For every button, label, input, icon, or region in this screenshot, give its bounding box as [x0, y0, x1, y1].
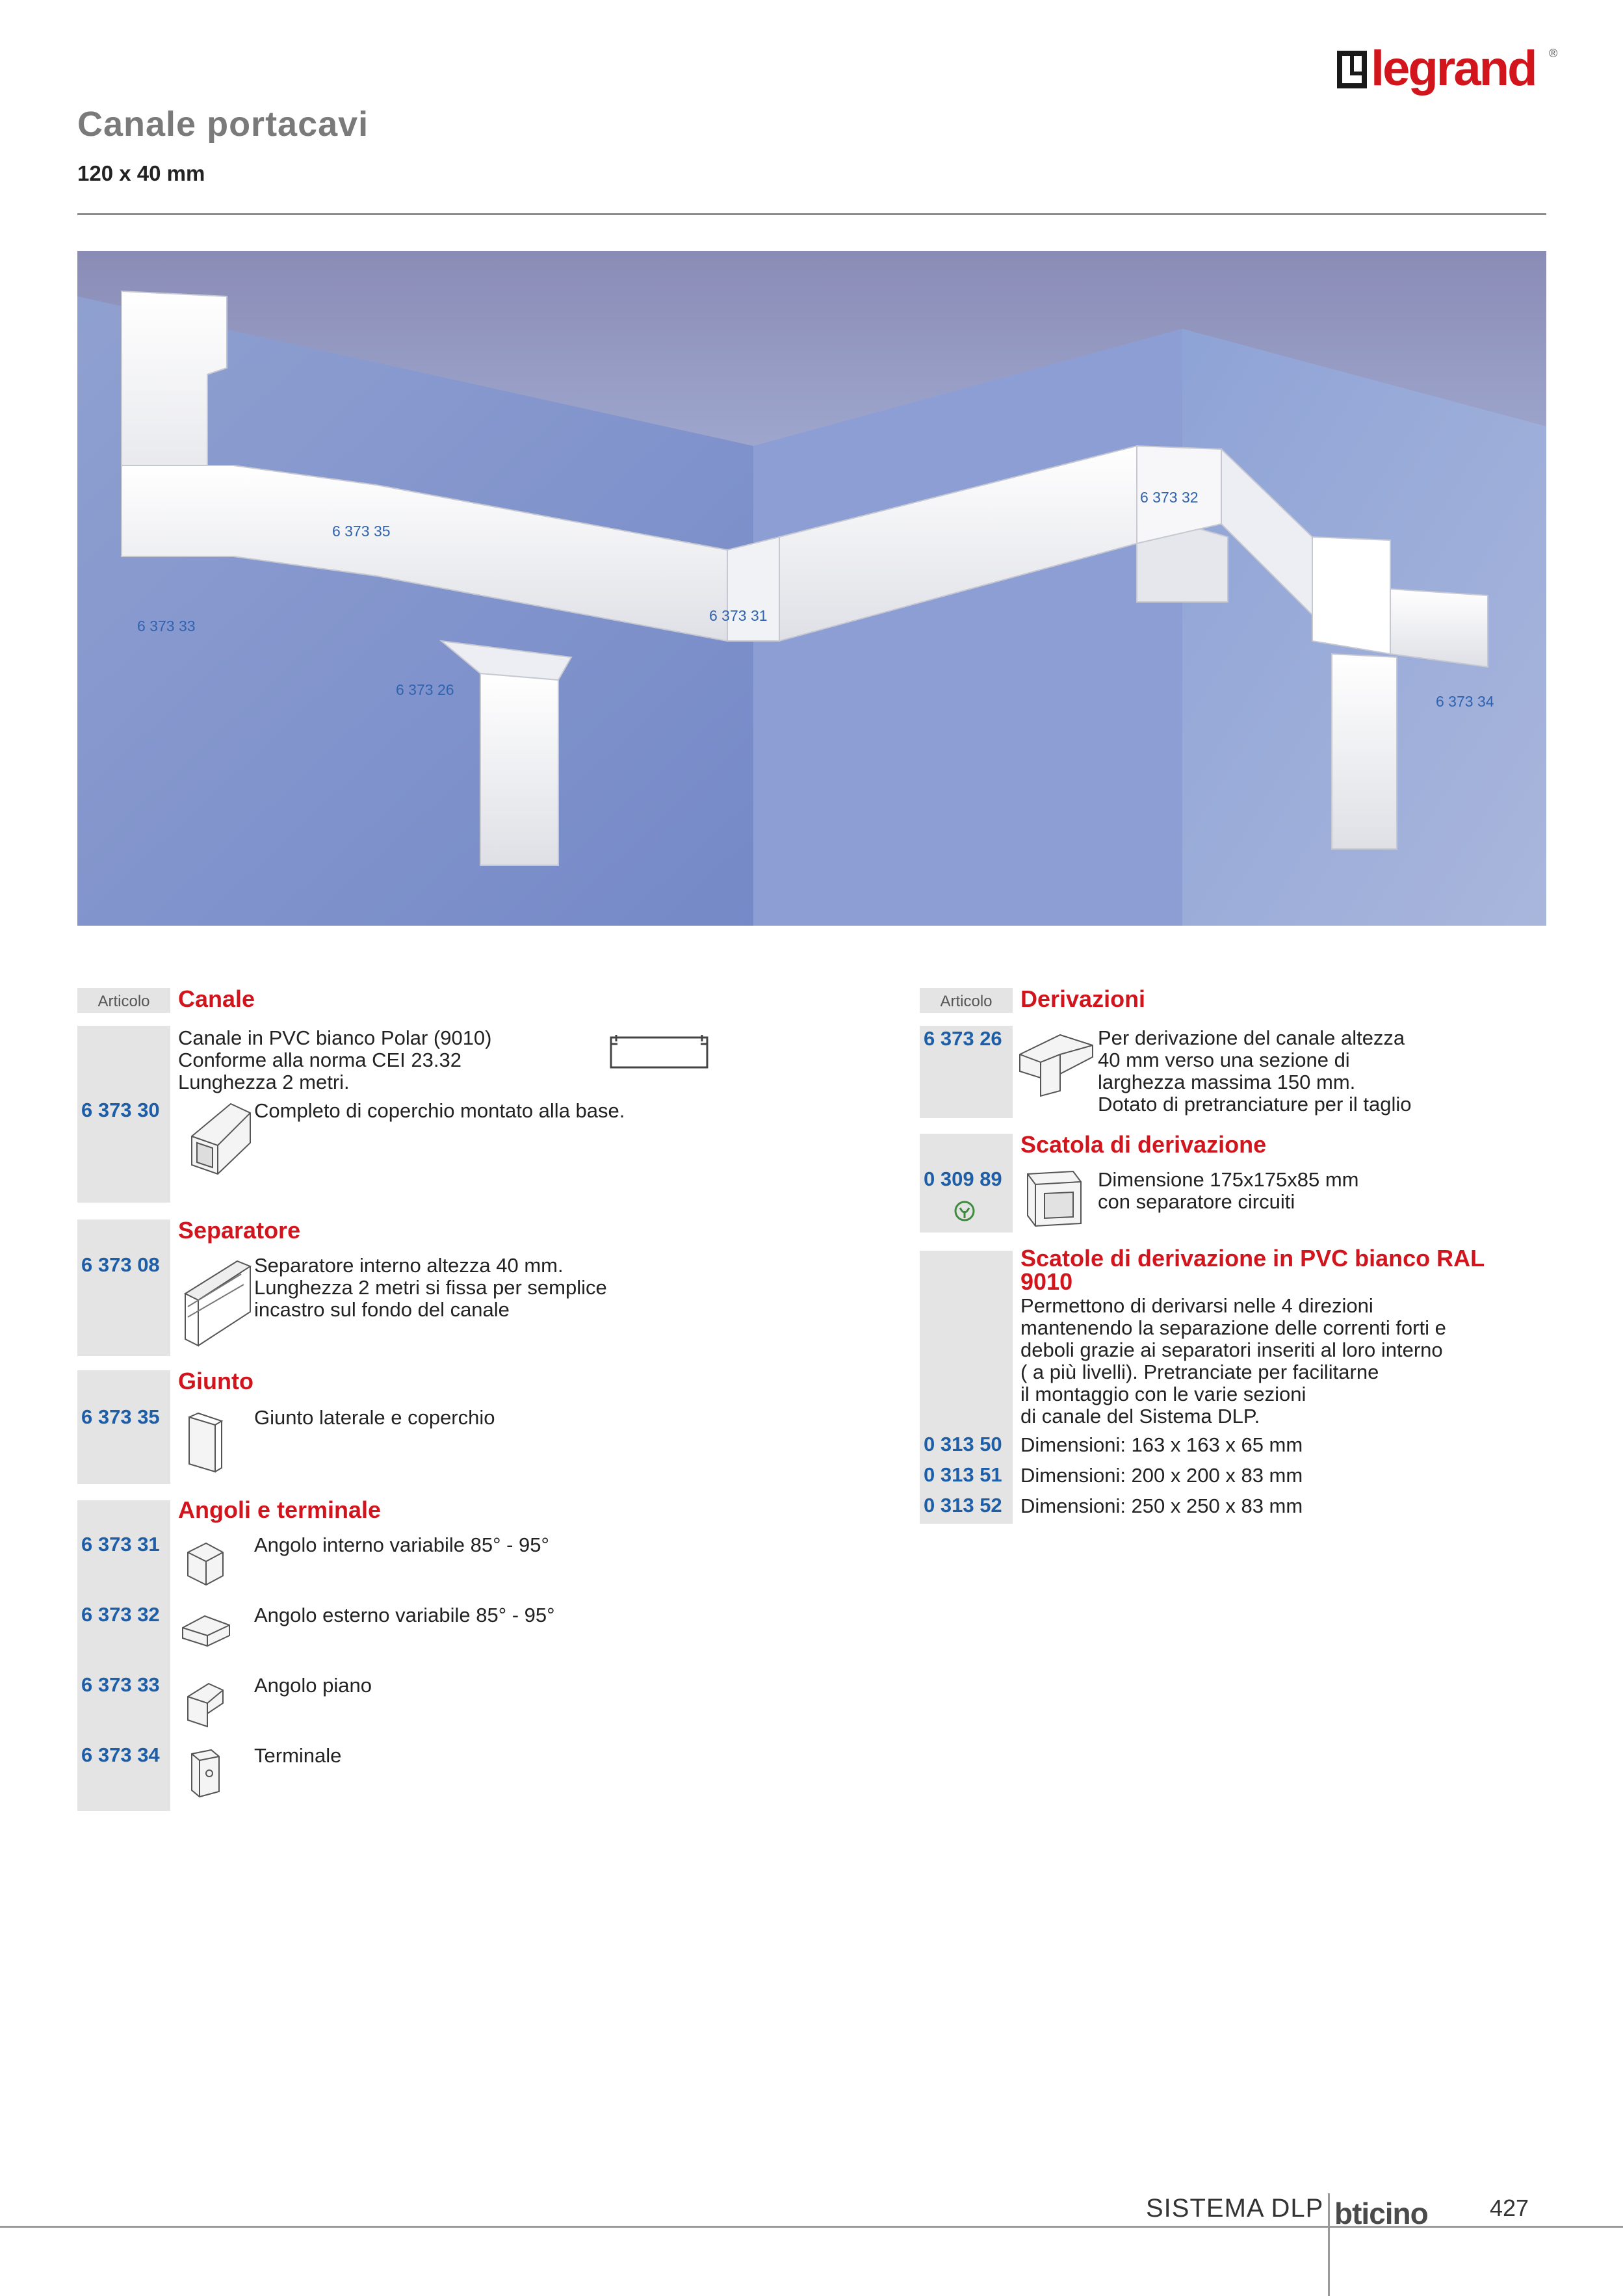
footer-system-name: SISTEMA DLP [1146, 2194, 1324, 2223]
page-title: Canale portacavi [77, 105, 369, 144]
footer-separator [1328, 2193, 1330, 2296]
derivazione-product-icon [1015, 1028, 1099, 1100]
article-code: 0 313 50 [924, 1433, 1002, 1455]
dimension-text: Dimensioni: 250 x 250 x 83 mm [1020, 1494, 1303, 1517]
separatore-description: Separatore interno altezza 40 mm. Lunghezza 2 metri si fissa per semplice incastro sul fondo del canale [254, 1254, 607, 1321]
section-title-scatola: Scatola di derivazione [1020, 1131, 1267, 1158]
angolo-interno-description: Angolo interno variabile 85° - 95° [254, 1533, 549, 1556]
article-header: Articolo [920, 988, 1013, 1013]
legrand-logo [1337, 41, 1558, 104]
angolo-piano-icon [183, 1677, 228, 1729]
article-code: 6 373 30 [81, 1099, 160, 1121]
canale-product-icon [179, 1097, 255, 1195]
article-code: 0 313 51 [924, 1463, 1002, 1486]
article-code: 6 373 08 [81, 1253, 160, 1276]
article-code: 6 373 33 [81, 1673, 160, 1696]
page-subtitle: 120 x 40 mm [77, 161, 205, 185]
article-code: 6 373 26 [924, 1027, 1002, 1050]
angolo-esterno-icon [179, 1612, 233, 1649]
canale-intro: Canale in PVC bianco Polar (9010) Conforme alla norma CEI 23.32 Lunghezza 2 metri. [178, 1026, 492, 1093]
dimension-text: Dimensioni: 163 x 163 x 65 mm [1020, 1433, 1303, 1456]
dimension-text: Dimensioni: 200 x 200 x 83 mm [1020, 1464, 1303, 1487]
angolo-piano-description: Angolo piano [254, 1674, 372, 1697]
legrand-mark-icon [1337, 51, 1367, 88]
section-title-giunto: Giunto [178, 1368, 253, 1394]
article-code: 6 373 31 [81, 1533, 160, 1556]
angolo-esterno-description: Angolo esterno variabile 85° - 95° [254, 1604, 555, 1626]
section-title-separatore: Separatore [178, 1217, 301, 1244]
separatore-product-icon [179, 1255, 255, 1352]
article-code: 6 373 34 [81, 1743, 160, 1766]
article-code: 6 373 32 [81, 1603, 160, 1626]
terminale-description: Terminale [254, 1744, 342, 1767]
section-title-canale: Canale [178, 985, 255, 1012]
page-number: 427 [1490, 2195, 1529, 2221]
angolo-interno-icon [183, 1539, 228, 1587]
code-cell [77, 1220, 170, 1356]
giunto-product-icon [183, 1412, 228, 1477]
callout-label: 6 373 35 [332, 523, 391, 540]
bticino-logo: bticino [1334, 2197, 1428, 2230]
canale-description: Completo di coperchio montato alla base. [254, 1099, 625, 1122]
derivazioni-description: Per derivazione del canale altezza 40 mm verso una sezione di larghezza massima 150 mm. Dotato di pretranciature per il taglio [1098, 1026, 1412, 1115]
scatole-pvc-description: Permettono di derivarsi nelle 4 direzioni mantenendo la separazione delle correnti forti e deboli grazie ai separatori inseriti al loro interno ( a più livelli). Pretranciate per facilitarne il montaggio con le varie sezioni di canale del Sistema DLP. [1020, 1294, 1446, 1428]
section-title-angoli: Angoli e terminale [178, 1496, 382, 1523]
registered-mark: ® [1549, 47, 1558, 60]
article-header: Articolo [77, 988, 170, 1013]
callout-label: 6 373 31 [709, 607, 768, 624]
article-code: 0 309 89 [924, 1168, 1002, 1190]
section-title-scatole-pvc: Scatole di derivazione in PVC bianco RAL 9010 [1020, 1245, 1485, 1295]
environment-badge-icon [954, 1200, 976, 1222]
installation-photo [77, 251, 1546, 926]
canale-section-icon [607, 1032, 711, 1073]
scatola-derivazione-icon [1021, 1168, 1086, 1230]
terminale-icon [185, 1747, 224, 1799]
scatola-description: Dimensione 175x175x85 mm con separatore circuiti [1098, 1168, 1359, 1213]
header-divider [77, 213, 1546, 215]
giunto-description: Giunto laterale e coperchio [254, 1406, 495, 1429]
callout-label: 6 373 32 [1140, 489, 1199, 506]
section-title-derivazioni: Derivazioni [1020, 985, 1146, 1012]
callout-label: 6 373 34 [1436, 693, 1494, 710]
callout-label: 6 373 33 [137, 618, 196, 634]
brand-name: legrand [1371, 41, 1536, 96]
article-code: 6 373 35 [81, 1405, 160, 1428]
callout-label: 6 373 26 [396, 681, 454, 698]
article-code: 0 313 52 [924, 1494, 1002, 1517]
